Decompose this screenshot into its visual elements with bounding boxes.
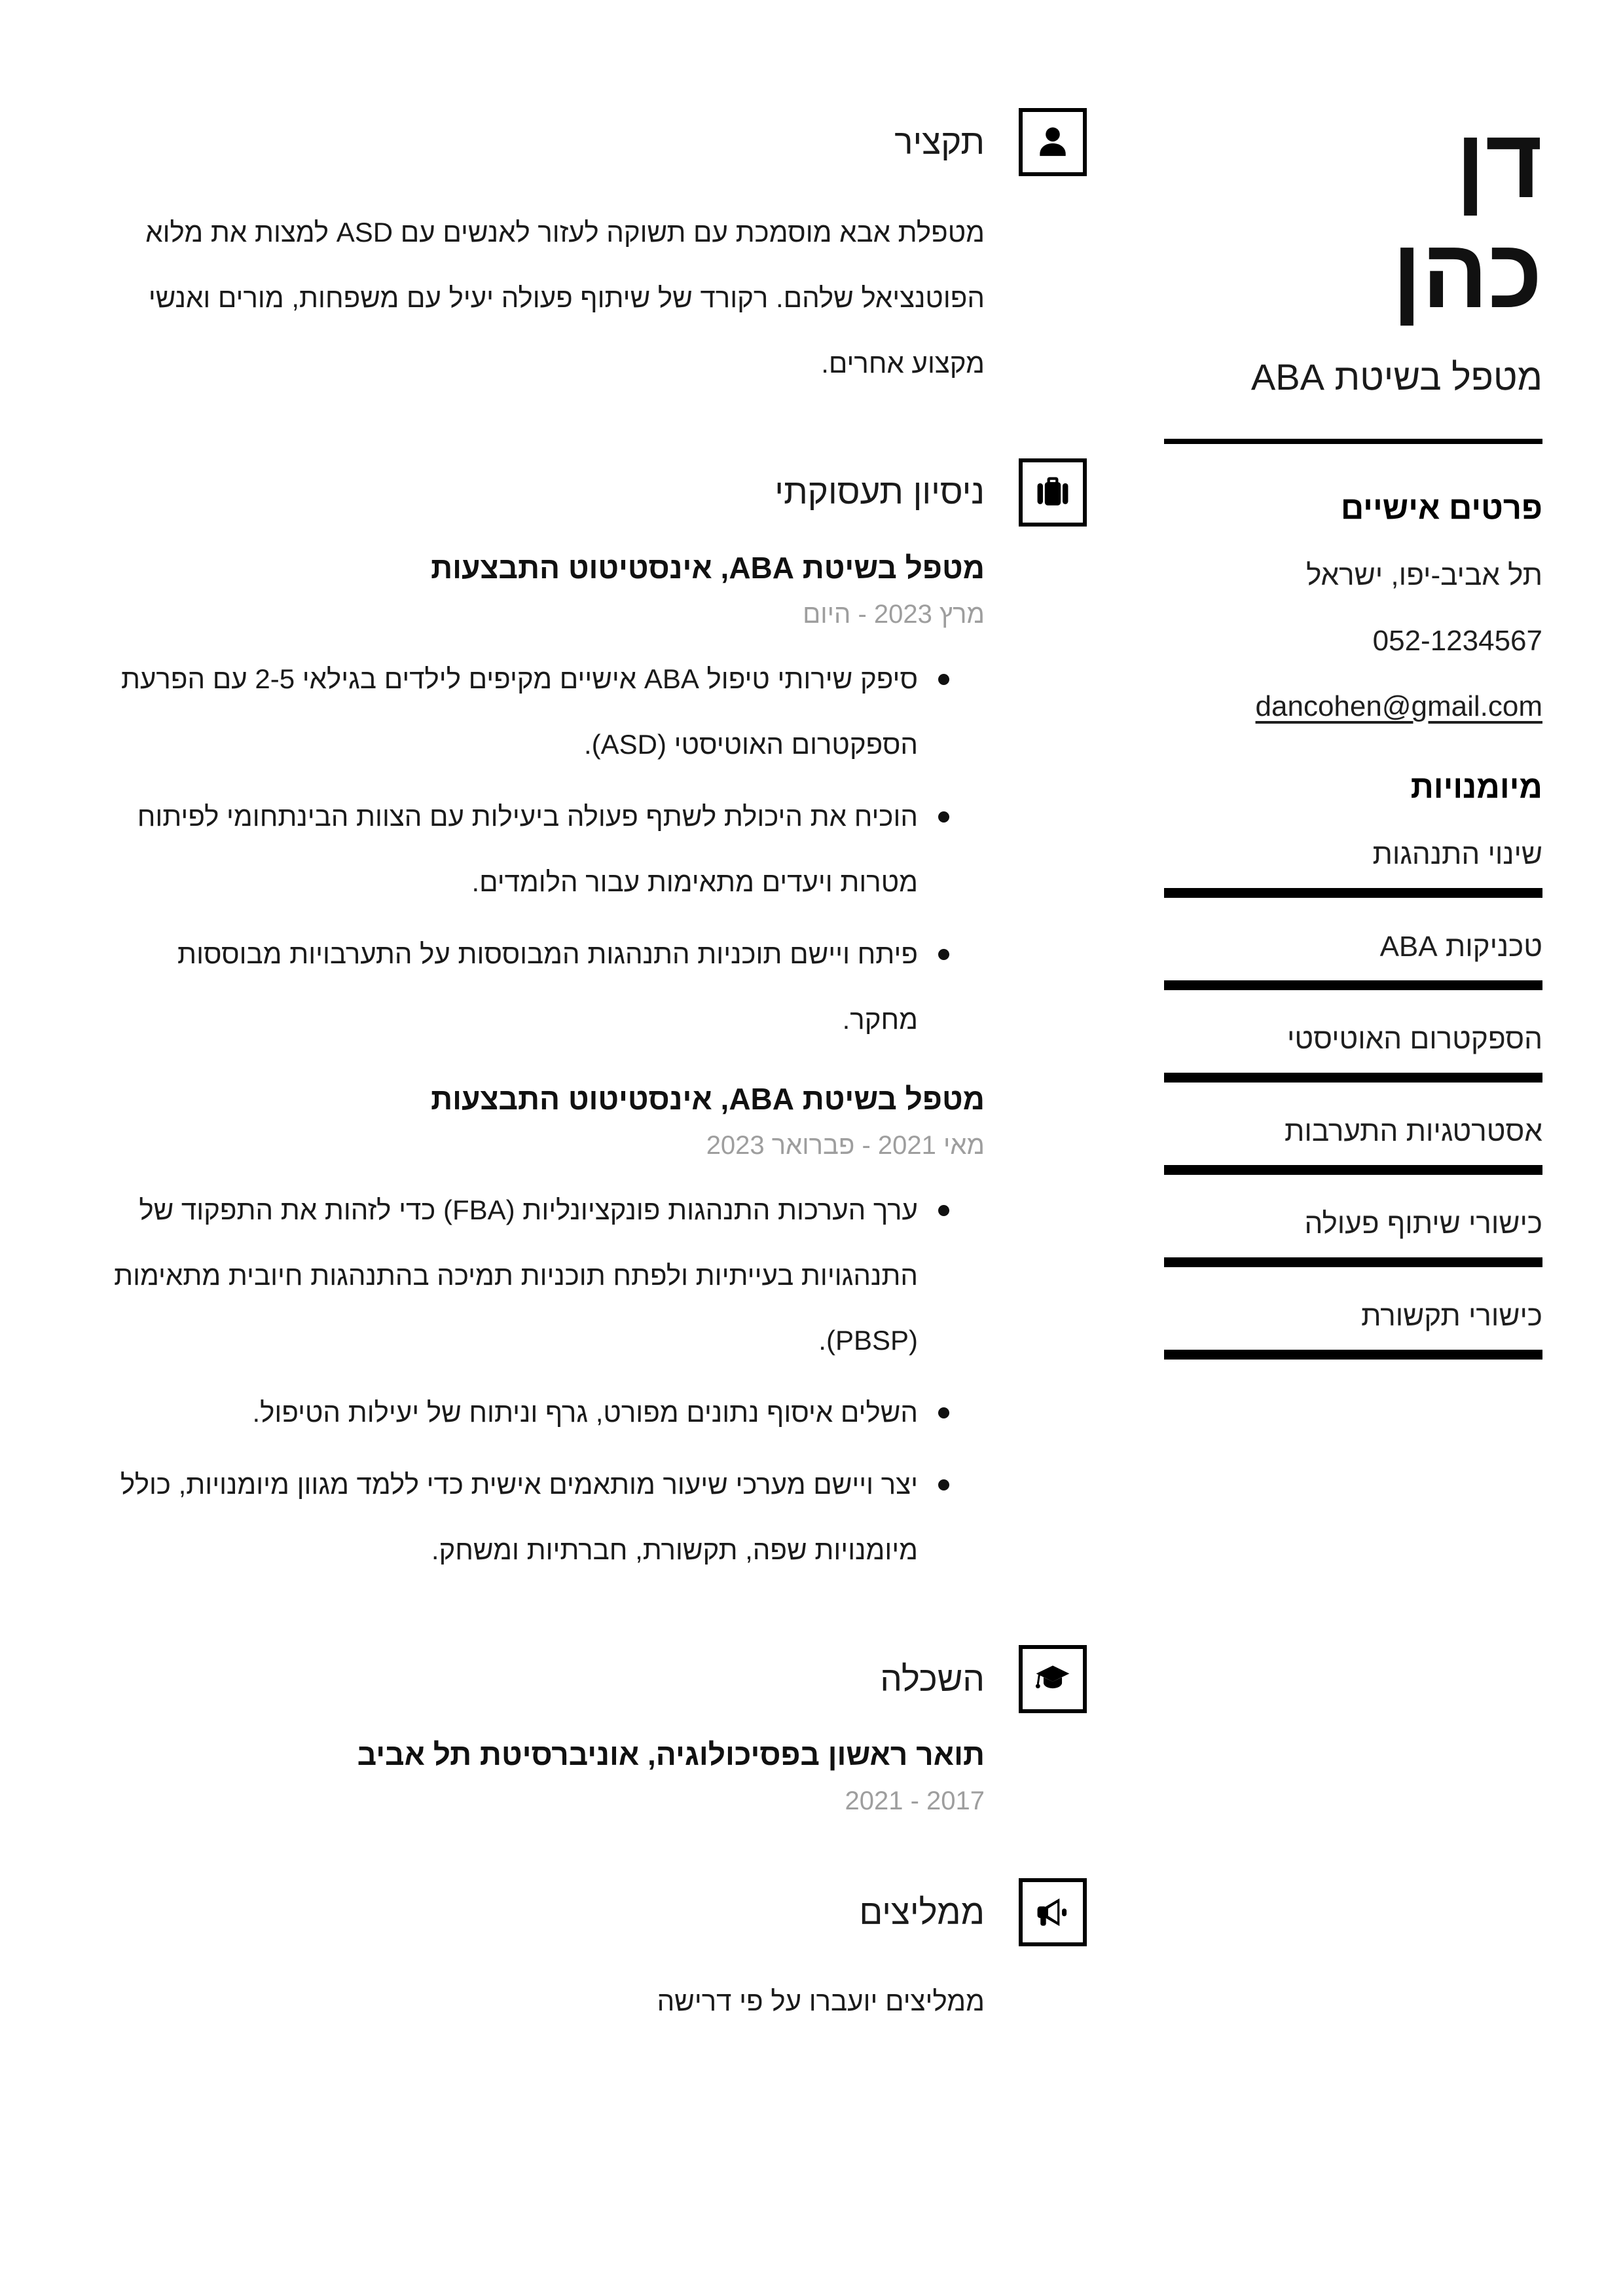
- job-bullet-text: פיתח ויישם תוכניות התנהגות המבוססות על התערבויות מבוססות מחקר.: [177, 938, 918, 1035]
- job-period: מרץ 2023 - היום: [803, 599, 985, 629]
- job-bullet-text: יצר ויישם מערכי שיעור מותאמים אישית כדי ללמד מגוון מיומנויות, כולל מיומנויות שפה, תקשורת, חברתיות ומשחק.: [120, 1469, 918, 1566]
- skill-level-fill: [1164, 888, 1542, 898]
- education-heading: השכלה: [880, 1659, 985, 1699]
- job-bullet: [101, 1452, 957, 1583]
- job-bullets: [101, 1177, 957, 1583]
- summary-text: מטפלת אבא מוסמכת עם תשוקה לעזור לאנשים עם ASD למצות את מלוא הפוטנציאל שלהם. רקורד של שיתוף פעולה יעיל עם משפחות, מורים ואנשי מקצוע אחרים.: [145, 217, 985, 379]
- skill-label: כישורי שיתוף פעולה: [1304, 1208, 1542, 1240]
- megaphone-icon: [1019, 1878, 1087, 1946]
- email-link[interactable]: dancohen@gmail.com: [1255, 690, 1542, 722]
- job-period: מאי 2021 - פברואר 2023: [706, 1130, 985, 1160]
- section-summary: [98, 108, 1087, 396]
- skill-level-bar: [1164, 888, 1542, 898]
- skills-heading: מיומנויות: [1410, 769, 1542, 805]
- summary-heading-row: [98, 108, 1087, 176]
- main-column: [98, 108, 1087, 2217]
- job-title: מטפל בשיטת ABA, אינסטיטוט התבצעות: [431, 1081, 985, 1116]
- skill-level-bar: [1164, 980, 1542, 990]
- skill-level-bar: [1164, 1257, 1542, 1267]
- sidebar: [1164, 108, 1542, 2217]
- skill-level-bar: [1164, 1350, 1542, 1360]
- job-bullet: [101, 1177, 957, 1374]
- experience-heading-row: [98, 458, 1087, 527]
- skill-item: [1164, 1023, 1542, 1083]
- job-bullet: [101, 646, 957, 777]
- skills-list: [1164, 838, 1542, 1360]
- education-heading-row: [98, 1645, 1087, 1713]
- skill-level-bar: [1164, 1073, 1542, 1083]
- experience-heading: ניסיון תעסוקתי: [775, 473, 985, 512]
- job-bullet: [101, 784, 957, 915]
- person-first-name: דן: [1455, 108, 1542, 218]
- references-heading-row: [98, 1878, 1087, 1946]
- references-text: ממליצים יועברו על פי דרישה: [657, 1986, 985, 2017]
- person-job-title: מטפל בשיטת ABA: [1250, 356, 1542, 398]
- job-entry: [101, 1081, 985, 1583]
- jobs-list: [98, 550, 985, 1583]
- education-period: 2017 - 2021: [845, 1787, 985, 1816]
- references-heading: ממליצים: [859, 1893, 985, 1932]
- contact-email: [1164, 690, 1542, 723]
- job-bullet: [101, 921, 957, 1052]
- personal-details-heading: פרטים אישיים: [1340, 491, 1542, 526]
- section-experience: [98, 458, 1087, 1583]
- contact-phone: 052-1234567: [1372, 625, 1542, 657]
- section-references: [98, 1878, 1087, 2033]
- skill-label: טכניקות ABA: [1379, 931, 1542, 963]
- skill-label: אסטרטגיות התערבות: [1284, 1115, 1542, 1147]
- skill-level-fill: [1164, 1350, 1542, 1360]
- skill-label: הספקטרום האוטיסטי: [1286, 1023, 1542, 1055]
- skill-item: [1164, 1115, 1542, 1175]
- job-title: מטפל בשיטת ABA, אינסטיטוט התבצעות: [431, 550, 985, 585]
- job-bullets: [101, 646, 957, 1052]
- job-entry: [101, 550, 985, 1052]
- skill-item: [1164, 1208, 1542, 1267]
- person-name: [1164, 108, 1542, 328]
- sidebar-divider: [1164, 439, 1542, 444]
- skill-item: [1164, 931, 1542, 990]
- job-bullet: [101, 1380, 957, 1445]
- skill-item: [1164, 838, 1542, 898]
- job-bullet-text: ערך הערכות התנהגות פונקציונליות (FBA) כדי לזהות את התפקוד של התנהגויות בעייתיות ולפתח תוכניות תמיכה בהתנהגות חיובית מתאימות (PBSP).: [114, 1194, 918, 1356]
- job-bullet-text: השלים איסוף נתונים מפורט, גרף וניתוח של יעילות הטיפול.: [252, 1397, 918, 1428]
- skill-level-fill: [1164, 1257, 1542, 1267]
- contact-location: תל אביב-יפו, ישראל: [1306, 559, 1542, 591]
- job-bullet-text: סיפק שירותי טיפול ABA אישיים מקיפים לילדים בגילאי 2-5 עם הפרעת הספקטרום האוטיסטי (ASD).: [120, 663, 918, 760]
- skill-level-bar: [1164, 1165, 1542, 1175]
- skill-label: כישורי תקשורת: [1361, 1300, 1542, 1332]
- job-bullet-text: הוכיח את היכולת לשתף פעולה ביעילות עם הצוות הבינתחומי לפיתוח מטרות ויעדים מתאימות עבור הלומדים.: [137, 800, 918, 897]
- section-education: [98, 1645, 1087, 1816]
- skill-item: [1164, 1300, 1542, 1360]
- person-last-name: כהן: [1392, 218, 1542, 328]
- education-degree: תואר ראשון בפסיכולוגיה, אוניברסיטת תל אביב: [357, 1737, 985, 1772]
- skill-level-fill: [1164, 980, 1542, 990]
- summary-heading: תקציר: [894, 122, 985, 162]
- person-icon: [1019, 108, 1087, 176]
- skill-level-fill: [1164, 1165, 1542, 1175]
- skill-level-fill: [1164, 1073, 1542, 1083]
- briefcase-icon: [1019, 458, 1087, 527]
- skill-label: שינוי התנהגות: [1372, 838, 1542, 870]
- graduation-cap-icon: [1019, 1645, 1087, 1713]
